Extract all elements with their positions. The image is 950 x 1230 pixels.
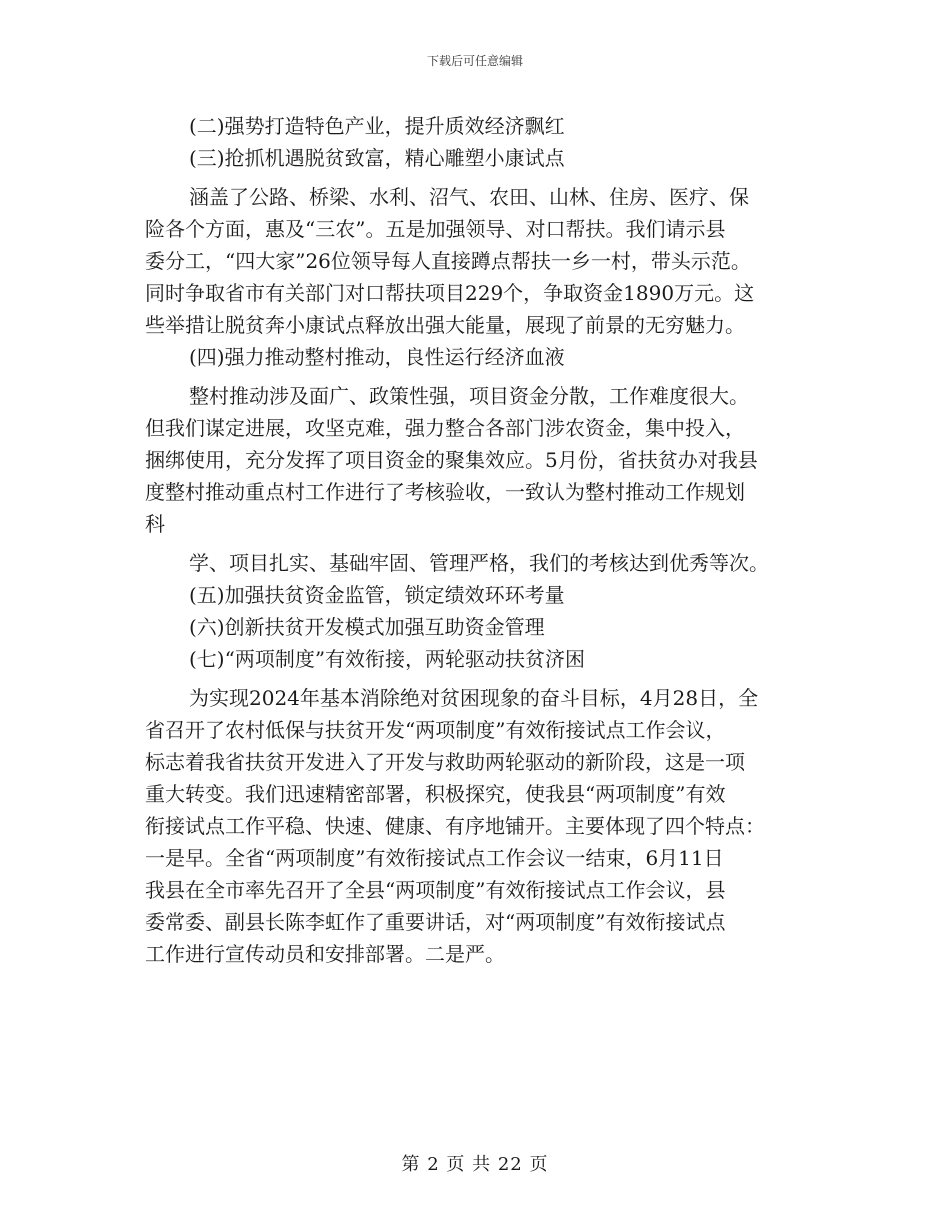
heading-section-4: (四)强力推动整村推动，良性运行经济血液 <box>189 345 565 369</box>
paragraph-line: 涵盖了公路、桥梁、水利、沼气、农田、山林、住房、医疗、保 <box>189 185 749 209</box>
paragraph-line: 衔接试点工作平稳、快速、健康、有序地铺开。主要体现了四个特点： <box>145 814 765 838</box>
paragraph-line: 标志着我省扶贫开发进入了开发与救助两轮驱动的新阶段，这是一项 <box>145 750 745 774</box>
heading-section-5: (五)加强扶贫资金监管，锁定绩效环环考量 <box>189 583 565 607</box>
paragraph-line: 我县在全市率先召开了全县“两项制度”有效衔接试点工作会议，县 <box>145 878 726 902</box>
paragraph-line: 度整村推动重点村工作进行了考核验收，一致认为整村推动工作规划 <box>145 480 745 504</box>
heading-section-2: (二)强势打造特色产业，提升质效经济飘红 <box>189 114 565 138</box>
document-body <box>145 110 810 970</box>
heading-section-3: (三)抢抓机遇脱贫致富，精心雕塑小康试点 <box>189 146 565 170</box>
paragraph-line: 科 <box>145 512 165 536</box>
paragraph-line: 整村推动涉及面广、政策性强，项目资金分散，工作难度很大。 <box>189 384 749 408</box>
paragraph-line: 为实现2024年基本消除绝对贫困现象的奋斗目标，4月28日，全 <box>189 686 759 710</box>
paragraph-line: 工作进行宣传动员和安排部署。二是严。 <box>145 942 505 966</box>
paragraph-line: 委分工，“四大家”26位领导每人直接蹲点帮扶一乡一村，带头示范。 <box>145 249 751 273</box>
paragraph-line: 一是早。全省“两项制度”有效衔接试点工作会议一结束，6月11日 <box>145 846 724 870</box>
paragraph-line: 委常委、副县长陈李虹作了重要讲话，对“两项制度”有效衔接试点 <box>145 910 726 934</box>
paragraph-line: 重大转变。我们迅速精密部署，积极探究，使我县“两项制度”有效 <box>145 782 726 806</box>
paragraph-line: 学、项目扎实、基础牢固、管理严格，我们的考核达到优秀等次。 <box>189 551 769 575</box>
paragraph-line: 同时争取省市有关部门对口帮扶项目229个，争取资金1890万元。这 <box>145 281 755 305</box>
paragraph-line: 捆绑使用，充分发挥了项目资金的聚集效应。5月份，省扶贫办对我县 <box>145 448 758 472</box>
paragraph-line: 省召开了农村低保与扶贫开发“两项制度”有效衔接试点工作会议， <box>145 718 726 742</box>
paragraph-line: 但我们谋定进展，攻坚克难，强力整合各部门涉农资金，集中投入， <box>145 416 745 440</box>
paragraph-line: 险各个方面，惠及“三农”。五是加强领导、对口帮扶。我们请示县 <box>145 217 726 241</box>
page-header-note: 下载后可任意编辑 <box>426 54 523 68</box>
paragraph-line: 些举措让脱贫奔小康试点释放出强大能量，展现了前景的无穷魅力。 <box>145 313 745 337</box>
page-number-footer: 第 2 页 共 22 页 <box>401 1154 549 1175</box>
heading-section-7: (七)“两项制度”有效衔接，两轮驱动扶贫济困 <box>189 647 586 671</box>
heading-section-6: (六)创新扶贫开发模式加强互助资金管理 <box>189 615 545 639</box>
